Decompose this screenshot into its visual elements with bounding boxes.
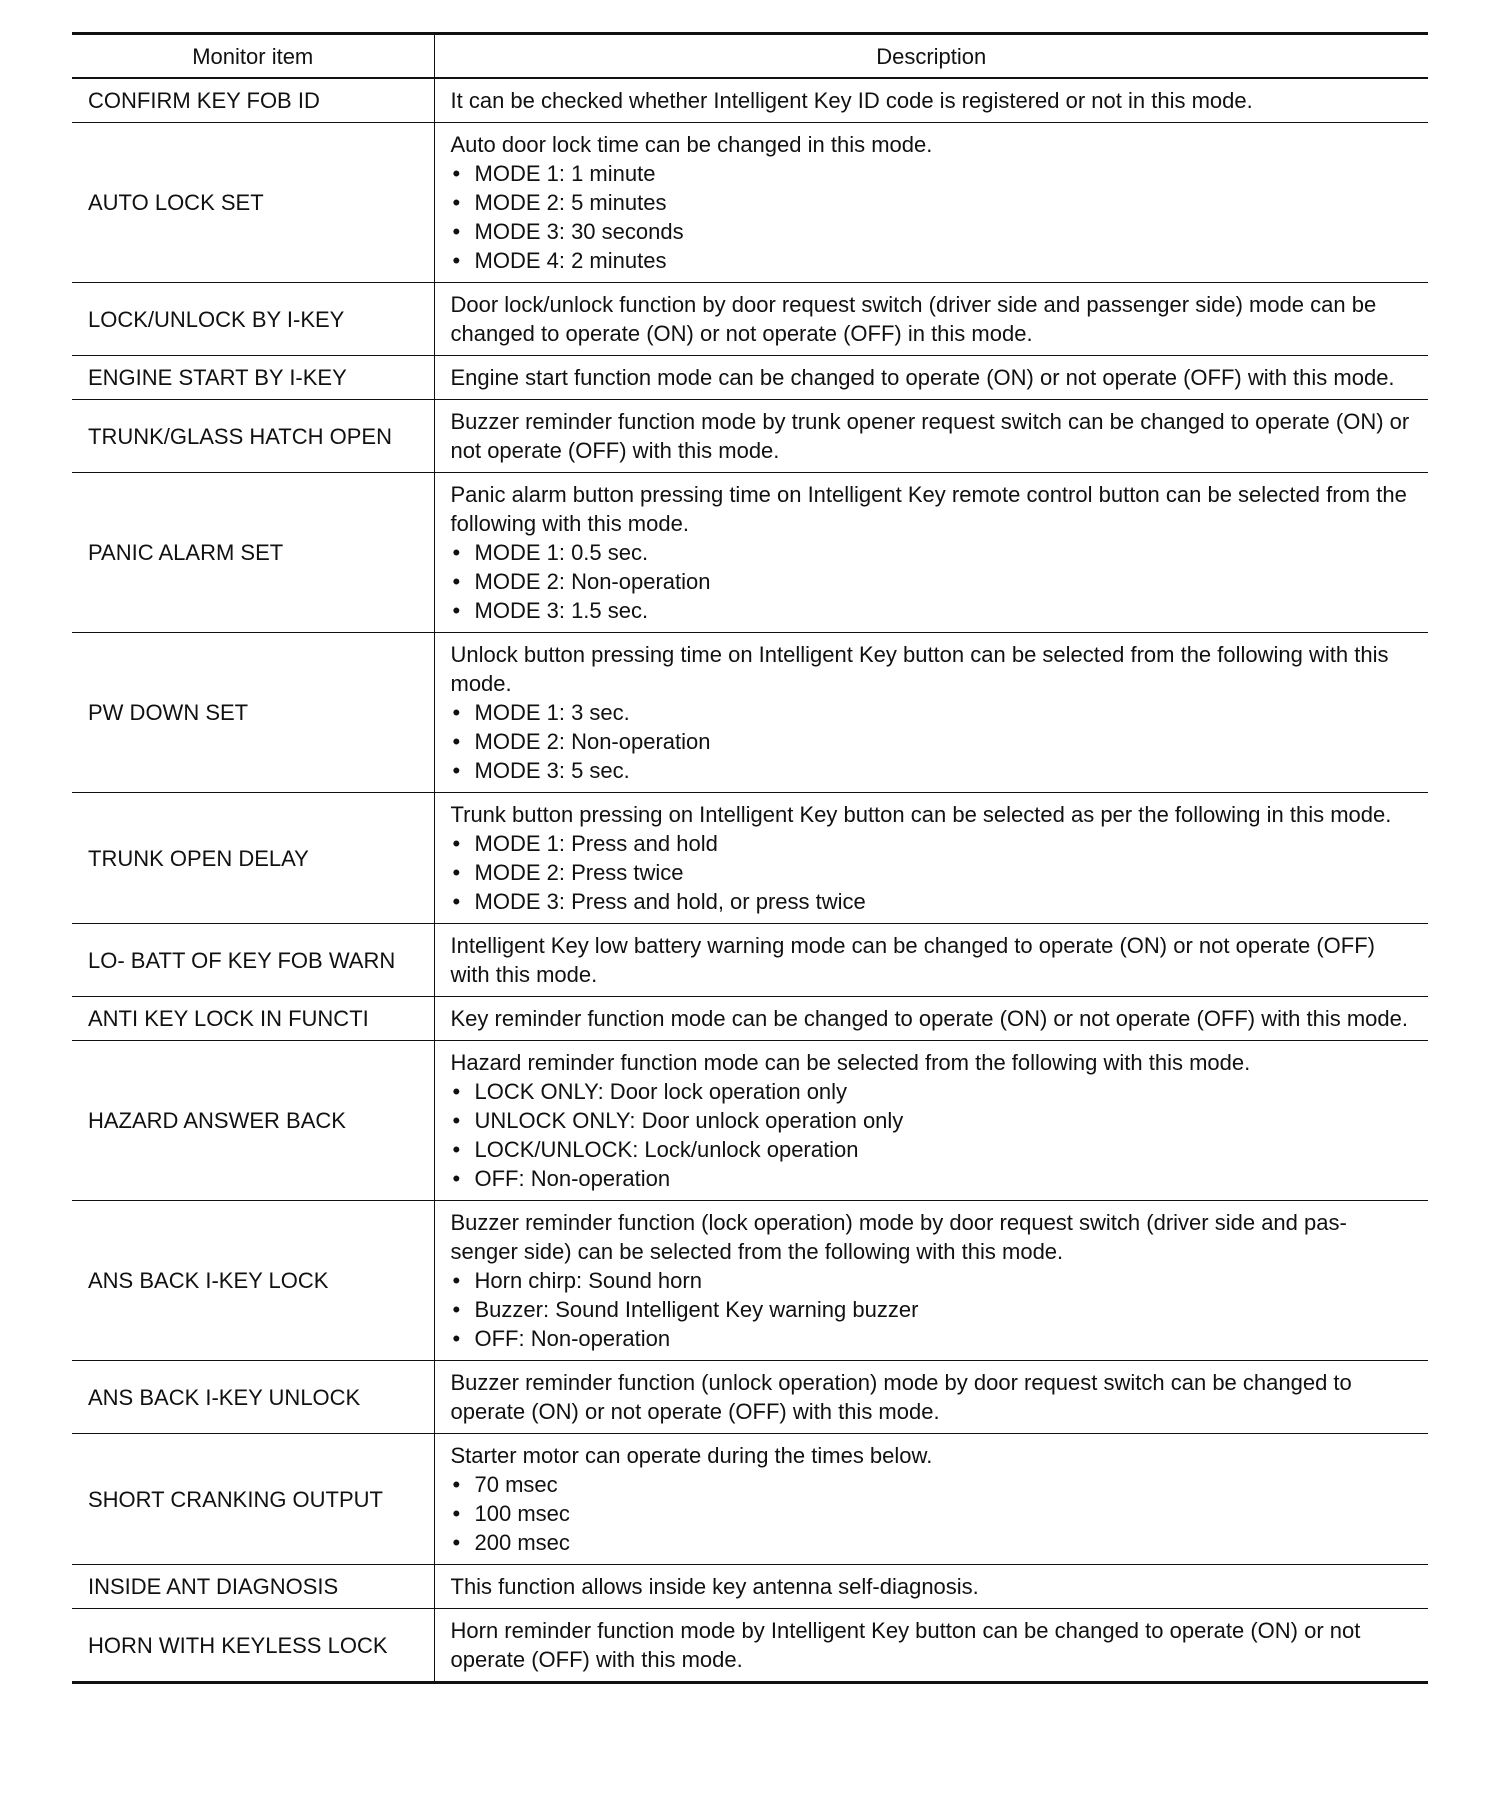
table-row [72, 283, 1428, 356]
table-row [72, 78, 1428, 123]
description-text: Trunk button pressing on Intelligent Key button can be selected as per the following in this mode. [450, 802, 1392, 827]
description-cell [434, 997, 1428, 1041]
monitor-item-cell: ANS BACK I-KEY UNLOCK [72, 1361, 434, 1434]
description-cell [434, 400, 1428, 473]
option-list-item: • MODE 2: Non-operation [451, 727, 1415, 756]
monitor-item-cell: HAZARD ANSWER BACK [72, 1041, 434, 1201]
option-list-item: • LOCK ONLY: Door lock operation only [451, 1077, 1415, 1106]
description-cell [434, 924, 1428, 997]
monitor-item-cell: PW DOWN SET [72, 633, 434, 793]
description-cell [434, 473, 1428, 633]
monitor-item-cell: PANIC ALARM SET [72, 473, 434, 633]
description-text: Buzzer reminder function mode by trunk opener request switch can be changed to operate (ON) or not operate (OFF) with this mode. [450, 409, 1410, 463]
option-list [451, 1077, 1415, 1193]
option-list-item: • MODE 1: 0.5 sec. [451, 538, 1415, 567]
table-row [72, 633, 1428, 793]
description-text: Auto door lock time can be changed in this mode. [450, 132, 933, 157]
table-row [72, 400, 1428, 473]
table-row [72, 1434, 1428, 1565]
description-cell [434, 633, 1428, 793]
option-list-item: • MODE 4: 2 minutes [451, 246, 1415, 275]
table-row [72, 123, 1428, 283]
description-text: Buzzer reminder function (unlock operation) mode by door request switch can be changed to operate (ON) or not operate (OFF) with this mode. [450, 1370, 1352, 1424]
monitor-item-cell: TRUNK OPEN DELAY [72, 793, 434, 924]
monitor-item-cell: HORN WITH KEYLESS LOCK [72, 1609, 434, 1683]
option-list-item: • MODE 3: 5 sec. [451, 756, 1415, 785]
description-cell [434, 1565, 1428, 1609]
option-list-item: • 70 msec [451, 1470, 1415, 1499]
table-header-row [72, 34, 1428, 79]
description-cell [434, 78, 1428, 123]
description-text: Horn reminder function mode by Intelligent Key button can be changed to operate (ON) or not operate (OFF) with this mode. [450, 1618, 1361, 1672]
description-text: Hazard reminder function mode can be selected from the following with this mode. [450, 1050, 1251, 1075]
description-cell [434, 1041, 1428, 1201]
option-list-item: • MODE 3: 30 seconds [451, 217, 1415, 246]
monitor-item-cell: LOCK/UNLOCK BY I-KEY [72, 283, 434, 356]
option-list-item: • MODE 2: Press twice [451, 858, 1415, 887]
monitor-table-container [72, 32, 1428, 1684]
option-list-item: • OFF: Non-operation [451, 1164, 1415, 1193]
monitor-item-table [72, 32, 1428, 1684]
table-row [72, 356, 1428, 400]
table-row [72, 1361, 1428, 1434]
monitor-item-cell: TRUNK/GLASS HATCH OPEN [72, 400, 434, 473]
option-list-item: • MODE 3: Press and hold, or press twice [451, 887, 1415, 916]
description-text: Key reminder function mode can be changed to operate (ON) or not operate (OFF) with this mode. [450, 1006, 1408, 1031]
option-list-item: • OFF: Non-operation [451, 1324, 1415, 1353]
option-list [451, 1266, 1415, 1353]
monitor-item-cell: INSIDE ANT DIAGNOSIS [72, 1565, 434, 1609]
header-monitor-item: Monitor item [72, 34, 434, 79]
option-list [451, 538, 1415, 625]
description-cell [434, 1361, 1428, 1434]
description-text: This function allows inside key antenna self-diagnosis. [450, 1574, 979, 1599]
description-text: It can be checked whether Intelligent Key ID code is registered or not in this mode. [450, 88, 1253, 113]
table-body [72, 78, 1428, 1683]
option-list-item: • MODE 3: 1.5 sec. [451, 596, 1415, 625]
option-list-item: • LOCK/UNLOCK: Lock/unlock operation [451, 1135, 1415, 1164]
option-list-item: • UNLOCK ONLY: Door unlock operation only [451, 1106, 1415, 1135]
description-cell [434, 1201, 1428, 1361]
table-row [72, 1609, 1428, 1683]
table-row [72, 924, 1428, 997]
description-text: Door lock/unlock function by door request switch (driver side and passenger side) mode can be changed to operate (ON) or not operate (OFF) in this mode. [450, 292, 1377, 346]
option-list-item: • 100 msec [451, 1499, 1415, 1528]
option-list-item: • Buzzer: Sound Intelligent Key warning buzzer [451, 1295, 1415, 1324]
table-row [72, 1565, 1428, 1609]
monitor-item-cell: ANS BACK I-KEY LOCK [72, 1201, 434, 1361]
monitor-item-cell: AUTO LOCK SET [72, 123, 434, 283]
option-list-item: • MODE 1: 1 minute [451, 159, 1415, 188]
monitor-item-cell: ANTI KEY LOCK IN FUNCTI [72, 997, 434, 1041]
option-list [451, 159, 1415, 275]
description-cell [434, 1434, 1428, 1565]
option-list-item: • MODE 2: 5 minutes [451, 188, 1415, 217]
description-text: Starter motor can operate during the times below. [450, 1443, 933, 1468]
table-row [72, 793, 1428, 924]
table-row [72, 1201, 1428, 1361]
description-text: Unlock button pressing time on Intelligent Key button can be selected from the following with this mode. [450, 642, 1389, 696]
option-list-item: • 200 msec [451, 1528, 1415, 1557]
header-description: Description [434, 34, 1428, 79]
monitor-item-cell: LO- BATT OF KEY FOB WARN [72, 924, 434, 997]
description-cell [434, 123, 1428, 283]
description-text: Buzzer reminder function (lock operation) mode by door request switch (driver side and pas-senger side) can be selected from the following with this mode. [450, 1210, 1347, 1264]
option-list [451, 829, 1415, 916]
description-text: Intelligent Key low battery warning mode can be changed to operate (ON) or not operate (OFF) with this mode. [450, 933, 1375, 987]
option-list-item: • MODE 2: Non-operation [451, 567, 1415, 596]
monitor-item-cell: CONFIRM KEY FOB ID [72, 78, 434, 123]
option-list [451, 698, 1415, 785]
option-list-item: • MODE 1: 3 sec. [451, 698, 1415, 727]
option-list-item: • MODE 1: Press and hold [451, 829, 1415, 858]
option-list [451, 1470, 1415, 1557]
table-row [72, 1041, 1428, 1201]
description-cell [434, 356, 1428, 400]
table-row [72, 473, 1428, 633]
option-list-item: • Horn chirp: Sound horn [451, 1266, 1415, 1295]
description-cell [434, 793, 1428, 924]
description-cell [434, 1609, 1428, 1683]
description-text: Engine start function mode can be changed to operate (ON) or not operate (OFF) with this mode. [450, 365, 1395, 390]
description-text: Panic alarm button pressing time on Intelligent Key remote control button can be selected from the following with this mode. [450, 482, 1407, 536]
table-row [72, 997, 1428, 1041]
monitor-item-cell: SHORT CRANKING OUTPUT [72, 1434, 434, 1565]
description-cell [434, 283, 1428, 356]
monitor-item-cell: ENGINE START BY I-KEY [72, 356, 434, 400]
